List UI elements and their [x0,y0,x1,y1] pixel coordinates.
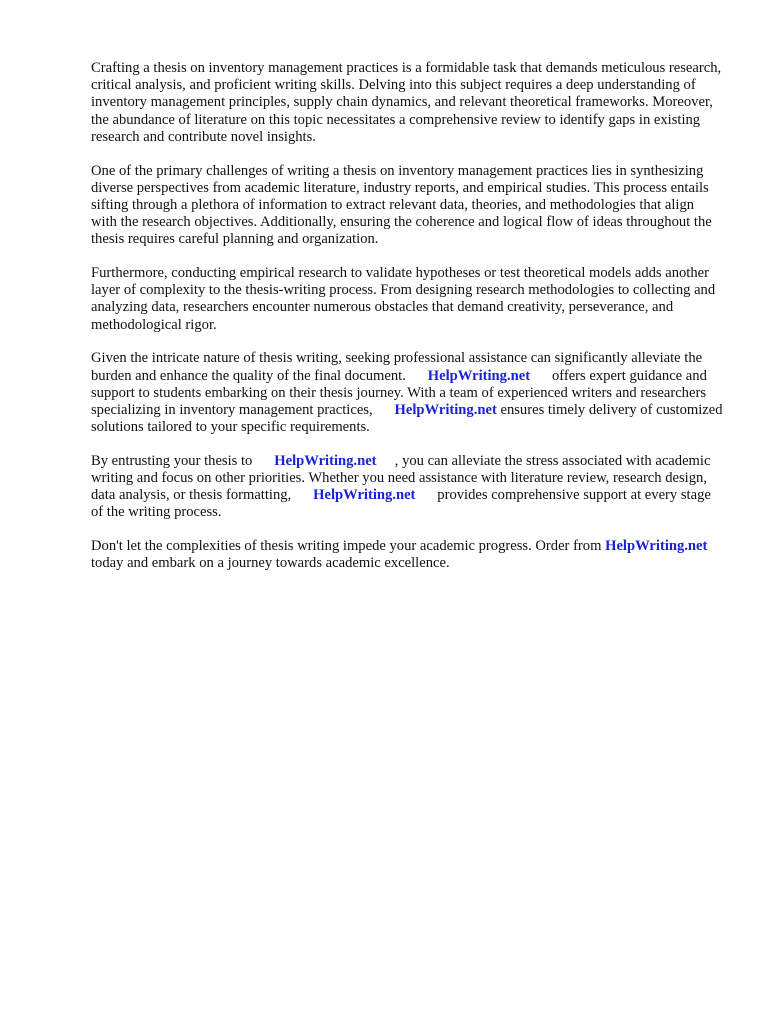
paragraph-text: Crafting a thesis on inventory management practices is a formidable task that demands meticulous research, critical analysis, and proficient writing skills. Delving into this subject requires a deep understanding of inventory management principles, supply chain dynamics, and relevant theoretical frameworks. Moreover, the abundance of literature on this topic necessitates a comprehensive review to identify gaps in existing research and contribute novel insights. [91,60,725,145]
paragraph-text: By entrusting your thesis to [91,452,275,469]
helpwriting-link[interactable]: HelpWriting.net [274,452,377,469]
paragraph-text: One of the primary challenges of writing a thesis on inventory management practices lies in synthesizing diverse perspectives from academic literature, industry reports, and empirical studies. This process entails sifting through a plethora of information to extract relevant data, theories, and methodologies that align with the research objectives. Additionally, ensuring the coherence and logical flow of ideas throughout the thesis requires careful planning and organization. [91,162,716,248]
paragraph-p5 [91,453,723,522]
paragraph-p1 [91,60,723,146]
paragraph-p2 [91,163,723,249]
paragraph-text: ensures timely delivery of customized solutions tailored to your specific requirements. [91,401,727,436]
paragraph-text: Given the intricate nature of thesis writing, seeking professional assistance can significantly alleviate the burden and enhance the quality of the final document. [91,350,706,384]
paragraph-text: , you can alleviate the stress associated with academic writing and focus on other priorities. Whether you need assistance with literature review, research design, data analysis, or thesis formatting, [91,452,715,504]
helpwriting-link[interactable]: HelpWriting.net [394,401,497,418]
paragraph-p6 [91,538,730,572]
helpwriting-link[interactable]: HelpWriting.net [605,538,708,555]
document-page [91,60,730,589]
paragraph-text: today and embark on a journey towards academic excellence. [91,538,730,572]
helpwriting-link[interactable]: HelpWriting.net [313,487,416,504]
paragraph-p4 [91,350,727,436]
paragraph-p3 [91,265,723,334]
paragraph-text: Don't let the complexities of thesis writing impede your academic progress. Order from [91,538,606,555]
paragraph-text: Furthermore, conducting empirical research to validate hypotheses or test theoretical models adds another layer of complexity to the thesis-writing process. From designing research methodologies to collecting and analyzing data, researchers encounter numerous obstacles that demand creativity, perseverance, and methodological rigor. [91,265,719,333]
paragraph-text: offers expert guidance and support to students embarking on their thesis journey. With a team of experienced writers and researchers specializing in inventory management practices, [91,367,711,418]
helpwriting-link[interactable]: HelpWriting.net [427,367,531,384]
paragraph-text: provides comprehensive support at every stage of the writing process. [91,487,715,521]
